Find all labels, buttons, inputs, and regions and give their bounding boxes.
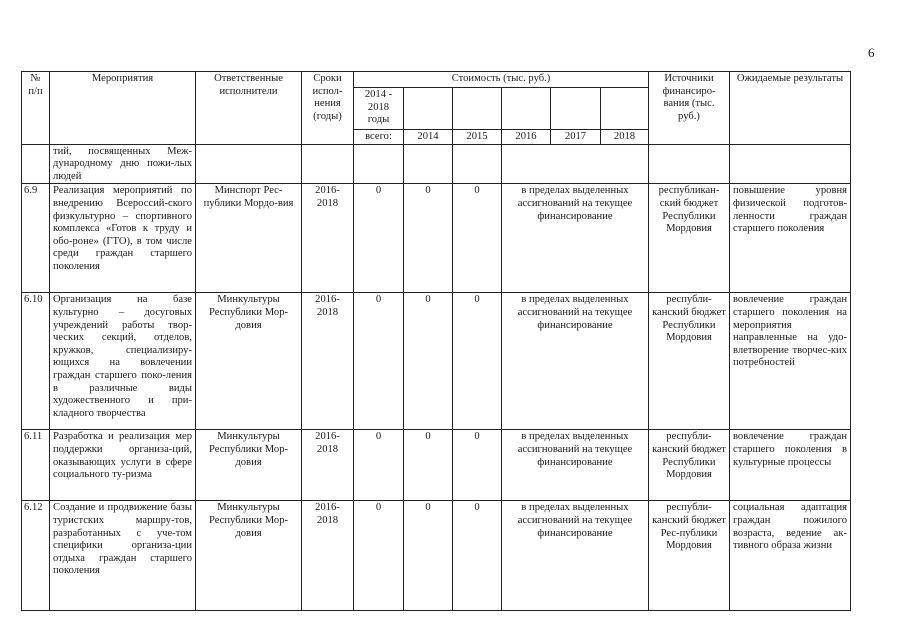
source-text: республикан-ский бюджет Республики Мордовия: [649, 184, 730, 293]
header-num: № п/п: [22, 72, 50, 145]
row-number: 6.9: [22, 184, 50, 293]
table-row: [22, 430, 851, 501]
event-text: Реализация мероприятий по внедрению Всероссий-ского физкультурно – спортивного комплекса «Готов к труду и обо-роне» (ГТО), в том числе среди граждан старшего поколения: [50, 184, 196, 293]
header-year-blank: [502, 88, 551, 130]
row-number: 6.12: [22, 501, 50, 611]
header-cost: Стоимость (тыс. руб.): [354, 72, 649, 88]
header-year-blank: [601, 88, 649, 130]
header-source: Источники финансиро-вания (тыс. руб.): [649, 72, 730, 145]
cost-2015: 0: [453, 430, 502, 501]
row-number: 6.10: [22, 293, 50, 430]
responsible-text: Минкультуры Республики Мор-довия: [196, 293, 302, 430]
term-text: 2016-2018: [302, 501, 354, 611]
header-year: 2016: [502, 130, 551, 145]
table-row: [22, 501, 851, 611]
header-year: 2018: [601, 130, 649, 145]
cost-2014: 0: [404, 430, 453, 501]
term-text: 2016-2018: [302, 184, 354, 293]
result-text: вовлечение граждан старшего поколения на мероприятия направленные на удо-влетворение творчес-ких потребностей: [730, 293, 851, 430]
header-event: Мероприятия: [50, 72, 196, 145]
table-row: [22, 184, 851, 293]
header-total-label: всего:: [354, 130, 404, 145]
responsible-text: Минкультуры Республики Мор-довия: [196, 501, 302, 611]
responsible-text: Минкультуры Республики Мор-довия: [196, 430, 302, 501]
event-text: Создание и продвижение базы туристских маршру-тов, разработанных с уче-том специфики организа-ции отдыха граждан старшего поколения: [50, 501, 196, 611]
funding-note: в пределах выделенных ассигнований на текущее финансирование: [502, 184, 649, 293]
header-result: Ожидаемые результаты: [730, 72, 851, 145]
event-text: тий, посвященных Меж-дународному дню пожи-лых людей: [50, 144, 196, 184]
header-total-period: 2014 - 2018 годы: [354, 88, 404, 130]
cost-2014: 0: [404, 293, 453, 430]
header-term: Сроки испол-нения (годы): [302, 72, 354, 145]
funding-note: в пределах выделенных ассигнований на текущее финансирование: [502, 501, 649, 611]
cost-2014: 0: [404, 501, 453, 611]
header-year-blank: [551, 88, 601, 130]
source-text: республи-канский бюджет Республики Мордовия: [649, 430, 730, 501]
responsible-text: Минспорт Рес-публики Мордо-вия: [196, 184, 302, 293]
funding-note: в пределах выделенных ассигнований на текущее финансирование: [502, 430, 649, 501]
program-table: [21, 71, 851, 611]
header-year-blank: [453, 88, 502, 130]
header-year: 2017: [551, 130, 601, 145]
header-year: 2014: [404, 130, 453, 145]
cost-2014: 0: [404, 184, 453, 293]
cost-total: 0: [354, 501, 404, 611]
header-year: 2015: [453, 130, 502, 145]
result-text: вовлечение граждан старшего поколения в культурные процессы: [730, 430, 851, 501]
term-text: 2016-2018: [302, 430, 354, 501]
page-number: 6: [868, 45, 875, 60]
event-text: Организация на базе культурно – досуговых учреждений работы твор-ческих секций, отделов, кружков, специализиру-ющихся на вовлечении граждан старшего поко-ления в различные виды художественного и при-кладного творчества: [50, 293, 196, 430]
table-row: [22, 293, 851, 430]
cost-total: 0: [354, 430, 404, 501]
source-text: республи-канский бюджет Республики Мордовия: [649, 293, 730, 430]
header-responsible: Ответственные исполнители: [196, 72, 302, 145]
header-year-blank: [404, 88, 453, 130]
cost-total: 0: [354, 293, 404, 430]
cost-2015: 0: [453, 184, 502, 293]
term-text: 2016-2018: [302, 293, 354, 430]
funding-note: в пределах выделенных ассигнований на текущее финансирование: [502, 293, 649, 430]
table-row: [22, 144, 851, 184]
row-number: 6.11: [22, 430, 50, 501]
result-text: социальная адаптация граждан пожилого возраста, ведение ак-тивного образа жизни: [730, 501, 851, 611]
source-text: республи-канский бюджет Рес-публики Мордовия: [649, 501, 730, 611]
cost-2015: 0: [453, 501, 502, 611]
cost-total: 0: [354, 184, 404, 293]
cost-2015: 0: [453, 293, 502, 430]
result-text: повышение уровня физической подготов-ленности граждан старшего поколения: [730, 184, 851, 293]
event-text: Разработка и реализация мер поддержки организа-ций, оказывающих услуги в сфере социального ту-ризма: [50, 430, 196, 501]
